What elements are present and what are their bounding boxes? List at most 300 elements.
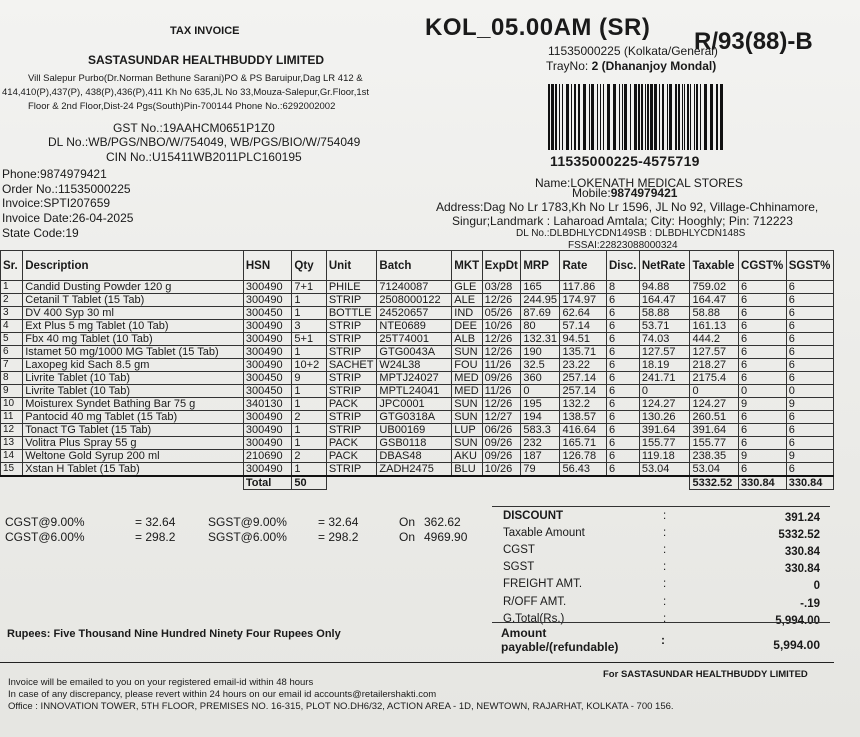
cell-expdt: 03/28 <box>482 281 521 294</box>
cell-description: DV 400 Syp 30 ml <box>23 307 244 320</box>
cell-sr: 11 <box>1 411 23 424</box>
summary-colon: : <box>663 613 667 625</box>
cell-disc: 6 <box>607 320 640 333</box>
cell-netrate: 53.04 <box>639 463 690 477</box>
cell-netrate: 18.19 <box>639 359 690 372</box>
cell-hsn: 300490 <box>243 411 292 424</box>
cell-qty: 1 <box>292 346 326 359</box>
cell-rate: 138.57 <box>560 411 607 424</box>
table-row <box>1 385 834 398</box>
cell-batch: 71240087 <box>377 281 452 294</box>
cell-rate: 257.14 <box>560 372 607 385</box>
cell-qty: 2 <box>292 450 326 463</box>
cell-mrp: 583.3 <box>521 424 560 437</box>
summary-value: 330.84 <box>784 563 820 575</box>
table-row <box>1 411 834 424</box>
cell-description: Moisturex Syndet Bathing Bar 75 g <box>23 398 244 411</box>
col-sr-header: Sr. <box>1 251 23 281</box>
cell-taxable: 2175.4 <box>690 372 739 385</box>
cell-cgst: 6 <box>739 281 787 294</box>
cell-hsn: 300490 <box>243 320 292 333</box>
summary-mid-rule <box>492 622 830 623</box>
cell-mkt: AKU <box>452 450 482 463</box>
cell-qty: 9 <box>292 372 326 385</box>
cell-cgst: 6 <box>739 463 787 477</box>
cell-sr: 15 <box>1 463 23 477</box>
tax-sgst-rate: SGST@9.00% <box>208 515 287 529</box>
cell-qty: 1 <box>292 463 326 477</box>
cell-sgst: 6 <box>786 424 833 437</box>
cell-disc: 6 <box>607 437 640 450</box>
cell-netrate: 58.88 <box>639 307 690 320</box>
col-unit-header: Unit <box>326 251 377 281</box>
cell-taxable: 155.77 <box>690 437 739 450</box>
company-address-line-3: Floor & 2nd Floor,Dist-24 Pgs(South)Pin-700144 Phone No.:6292002002 <box>28 101 336 112</box>
summary-colon: : <box>663 544 667 556</box>
cell-hsn: 340130 <box>243 398 292 411</box>
order-reference: 11535000225 (Kolkata/General) <box>548 44 718 58</box>
table-row <box>1 333 834 346</box>
table-header-row <box>1 251 834 281</box>
cell-sgst: 6 <box>786 333 833 346</box>
table-row <box>1 307 834 320</box>
cell-taxable: 164.47 <box>690 294 739 307</box>
col-mrp-header: MRP <box>521 251 560 281</box>
table-row <box>1 359 834 372</box>
customer-dl-number: DL No.:DLBDHLYCDN149SB : DLBDHLYCDN148S <box>516 228 746 239</box>
cell-mrp: 0 <box>521 385 560 398</box>
cell-sgst: 6 <box>786 294 833 307</box>
cell-sgst: 9 <box>786 450 833 463</box>
cell-expdt: 09/26 <box>482 372 521 385</box>
cell-netrate: 53.71 <box>639 320 690 333</box>
cell-sr: 7 <box>1 359 23 372</box>
cell-sr: 3 <box>1 307 23 320</box>
summary-colon: : <box>663 561 667 573</box>
cell-mkt: IND <box>452 307 482 320</box>
cell-qty: 1 <box>292 307 326 320</box>
cell-hsn: 300490 <box>243 294 292 307</box>
barcode-bar <box>591 84 594 150</box>
cell-unit: STRIP <box>326 333 377 346</box>
cell-batch: 25T74001 <box>377 333 452 346</box>
summary-label: FREIGHT AMT. <box>503 578 583 590</box>
cell-disc: 6 <box>607 372 640 385</box>
barcode-bar <box>700 84 701 150</box>
cell-sgst: 0 <box>786 385 833 398</box>
footer-rule <box>0 662 834 663</box>
cell-description: Tonact TG Tablet (15 Tab) <box>23 424 244 437</box>
cell-netrate: 241.71 <box>639 372 690 385</box>
total-spacer <box>607 476 640 490</box>
cell-mkt: SUN <box>452 346 482 359</box>
col-expdt-header: ExpDt <box>482 251 521 281</box>
cell-qty: 7+1 <box>292 281 326 294</box>
cell-taxable: 0 <box>690 385 739 398</box>
col-taxable-header: Taxable <box>690 251 739 281</box>
cell-description: Weltone Gold Syrup 200 ml <box>23 450 244 463</box>
total-spacer <box>1 476 23 490</box>
cell-rate: 132.2 <box>560 398 607 411</box>
barcode-bar <box>613 84 616 150</box>
cell-cgst: 6 <box>739 346 787 359</box>
cell-unit: STRIP <box>326 385 377 398</box>
cell-qty: 1 <box>292 385 326 398</box>
cell-sr: 6 <box>1 346 23 359</box>
total-taxable: 5332.52 <box>690 476 739 490</box>
barcode-bar <box>548 84 550 150</box>
summary-value: 5,994.00 <box>775 615 820 627</box>
barcode-bar <box>622 84 623 150</box>
cell-sr: 4 <box>1 320 23 333</box>
route-code: R/93(88)-B <box>694 28 813 55</box>
cell-expdt: 06/26 <box>482 424 521 437</box>
invoice-number: Invoice:SPTI207659 <box>2 196 111 210</box>
cell-unit: STRIP <box>326 424 377 437</box>
barcode-bar <box>710 84 713 150</box>
barcode-bar <box>654 84 657 150</box>
doc-title: TAX INVOICE <box>170 25 240 37</box>
barcode-bar <box>597 84 599 150</box>
cell-hsn: 300450 <box>243 307 292 320</box>
cell-batch: DBAS48 <box>377 450 452 463</box>
barcode-bar <box>607 84 610 150</box>
cell-sgst: 6 <box>786 346 833 359</box>
col-qty-header: Qty <box>292 251 326 281</box>
cell-description: Ext Plus 5 mg Tablet (10 Tab) <box>23 320 244 333</box>
footer-discrepancy-note: In case of any discrepancy, please revert within 24 hours on our email id accounts@retailershakti.com <box>8 689 437 700</box>
cell-mrp: 165 <box>521 281 560 294</box>
summary-label: CGST <box>503 544 535 556</box>
cell-disc: 6 <box>607 424 640 437</box>
col-hsn-header: HSN <box>243 251 292 281</box>
cell-description: Istamet 50 mg/1000 MG Tablet (15 Tab) <box>23 346 244 359</box>
table-row <box>1 450 834 463</box>
cell-unit: STRIP <box>326 294 377 307</box>
summary-colon: : <box>663 510 667 522</box>
tax-sgst-rate: SGST@6.00% <box>208 530 287 544</box>
cell-sgst: 6 <box>786 307 833 320</box>
tax-base-amount: 362.62 <box>424 515 461 529</box>
cell-netrate: 119.18 <box>639 450 690 463</box>
cell-expdt: 09/26 <box>482 450 521 463</box>
cell-mrp: 80 <box>521 320 560 333</box>
barcode-bar <box>659 84 660 150</box>
customer-address-line-1: Address:Dag No Lr 1783,Kh No Lr 1596, JL No 92, Village-Chhinamore, <box>436 200 819 214</box>
cell-batch: ZADH2475 <box>377 463 452 477</box>
barcode-bar <box>684 84 685 150</box>
tax-on-label: On <box>399 515 416 529</box>
cell-disc: 6 <box>607 333 640 346</box>
summary-label: SGST <box>503 561 535 573</box>
cell-description: Pantocid 40 mg Tablet (15 Tab) <box>23 411 244 424</box>
amount-payable-label-2: payable/(refundable) <box>501 640 619 654</box>
customer-mobile <box>572 186 677 200</box>
cell-rate: 174.97 <box>560 294 607 307</box>
cell-batch: GSB0118 <box>377 437 452 450</box>
barcode-bar <box>624 84 627 150</box>
cell-netrate: 124.27 <box>639 398 690 411</box>
cell-disc: 6 <box>607 450 640 463</box>
tax-sgst-amount: = 298.2 <box>318 530 359 544</box>
total-spacer <box>452 476 482 490</box>
summary-top-rule <box>492 506 830 507</box>
cell-mkt: SUN <box>452 398 482 411</box>
cell-taxable: 260.51 <box>690 411 739 424</box>
cell-hsn: 300450 <box>243 385 292 398</box>
barcode-bar <box>551 84 554 150</box>
cell-cgst: 6 <box>739 333 787 346</box>
cell-sgst: 6 <box>786 320 833 333</box>
cell-mrp: 187 <box>521 450 560 463</box>
cell-cgst: 6 <box>739 359 787 372</box>
mobile-number: 9874979421 <box>610 186 678 200</box>
barcode-bar <box>574 84 576 150</box>
barcode-bar <box>662 84 664 150</box>
customer-name: Name:LOKENATH MEDICAL STORES <box>535 176 743 190</box>
company-address-line-2: 414,410(P),437(P), 438(P),436(P),411 Kh No 635,JL No 33,Mouza-Salepur,Gr.Floor,1st <box>2 87 370 98</box>
cell-mrp: 87.69 <box>521 307 560 320</box>
cell-taxable: 161.13 <box>690 320 739 333</box>
barcode-bar <box>675 84 677 150</box>
cell-expdt: 10/26 <box>482 463 521 477</box>
col-mkt-header: MKT <box>452 251 482 281</box>
barcode-bar <box>638 84 640 150</box>
cell-rate: 56.43 <box>560 463 607 477</box>
cell-mkt: DEE <box>452 320 482 333</box>
cell-disc: 6 <box>607 463 640 477</box>
cell-taxable: 53.04 <box>690 463 739 477</box>
cell-unit: PHILE <box>326 281 377 294</box>
cell-mkt: ALE <box>452 294 482 307</box>
cell-qty: 2 <box>292 411 326 424</box>
cell-mkt: MED <box>452 385 482 398</box>
table-row <box>1 372 834 385</box>
company-address-line-1: Vill Salepur Purbo(Dr.Norman Bethune Sarani)PO & PS Baruipur,Dag LR 412 & <box>28 73 363 84</box>
amount-payable-colon: : <box>661 633 665 647</box>
cell-rate: 416.64 <box>560 424 607 437</box>
cell-unit: PACK <box>326 437 377 450</box>
cell-sr: 8 <box>1 372 23 385</box>
amount-payable-label-1: Amount <box>501 626 547 640</box>
total-spacer <box>560 476 607 490</box>
cell-batch: GTG0043A <box>377 346 452 359</box>
cell-netrate: 0 <box>639 385 690 398</box>
barcode-bar <box>687 84 689 150</box>
table-row <box>1 294 834 307</box>
cell-mkt: GLE <box>452 281 482 294</box>
cell-qty: 1 <box>292 437 326 450</box>
cell-netrate: 74.03 <box>639 333 690 346</box>
cell-qty: 5+1 <box>292 333 326 346</box>
tax-cgst-amount: = 298.2 <box>135 530 176 544</box>
cell-cgst: 6 <box>739 372 787 385</box>
cell-cgst: 6 <box>739 320 787 333</box>
barcode-bar <box>667 84 668 150</box>
items-table <box>0 250 834 490</box>
col-disc-header: Disc. <box>607 251 640 281</box>
cell-batch: JPC0001 <box>377 398 452 411</box>
cell-netrate: 164.47 <box>639 294 690 307</box>
cell-unit: STRIP <box>326 372 377 385</box>
cell-batch: MPTJ24027 <box>377 372 452 385</box>
cell-mrp: 195 <box>521 398 560 411</box>
barcode-bar <box>696 84 698 150</box>
total-spacer <box>326 476 377 490</box>
cell-hsn: 300490 <box>243 463 292 477</box>
cell-batch: UB00169 <box>377 424 452 437</box>
cell-sgst: 6 <box>786 411 833 424</box>
cell-mkt: MED <box>452 372 482 385</box>
cell-expdt: 12/26 <box>482 333 521 346</box>
summary-label: R/OFF AMT. <box>503 596 567 608</box>
cell-hsn: 300490 <box>243 281 292 294</box>
cell-expdt: 12/26 <box>482 398 521 411</box>
cell-rate: 126.78 <box>560 450 607 463</box>
cell-cgst: 6 <box>739 437 787 450</box>
cell-sr: 9 <box>1 385 23 398</box>
cell-taxable: 127.57 <box>690 346 739 359</box>
cell-sgst: 9 <box>786 398 833 411</box>
total-cgst: 330.84 <box>739 476 787 490</box>
cell-disc: 6 <box>607 411 640 424</box>
barcode-bar <box>566 84 569 150</box>
table-row <box>1 281 834 294</box>
cell-netrate: 130.26 <box>639 411 690 424</box>
cell-disc: 6 <box>607 398 640 411</box>
delivery-slot: KOL_05.00AM (SR) <box>425 14 651 41</box>
cell-expdt: 12/26 <box>482 294 521 307</box>
cell-unit: STRIP <box>326 346 377 359</box>
barcode-bar <box>690 84 692 150</box>
cell-mrp: 244.95 <box>521 294 560 307</box>
cell-mrp: 190 <box>521 346 560 359</box>
table-row <box>1 320 834 333</box>
cell-cgst: 6 <box>739 294 787 307</box>
cell-sr: 14 <box>1 450 23 463</box>
cell-qty: 1 <box>292 424 326 437</box>
barcode-bar <box>562 84 563 150</box>
col-description-header: Description <box>23 251 244 281</box>
cell-unit: PACK <box>326 450 377 463</box>
barcode-bar <box>619 84 620 150</box>
amount-payable-value: 5,994.00 <box>773 638 820 652</box>
cell-unit: STRIP <box>326 411 377 424</box>
cell-cgst: 6 <box>739 424 787 437</box>
summary-colon: : <box>663 578 667 590</box>
cell-expdt: 12/26 <box>482 346 521 359</box>
cell-disc: 6 <box>607 346 640 359</box>
order-number: Order No.:11535000225 <box>2 182 131 196</box>
cell-disc: 6 <box>607 294 640 307</box>
cell-qty: 10+2 <box>292 359 326 372</box>
cell-netrate: 127.57 <box>639 346 690 359</box>
barcode-bar <box>720 84 723 150</box>
barcode-bar <box>630 84 631 150</box>
cell-rate: 135.71 <box>560 346 607 359</box>
total-row <box>1 476 834 490</box>
total-qty: 50 <box>292 476 326 490</box>
summary-value: 330.84 <box>784 546 820 558</box>
total-label: Total <box>243 476 292 490</box>
summary-value: 391.24 <box>784 512 820 524</box>
cell-mrp: 132.31 <box>521 333 560 346</box>
cell-hsn: 300490 <box>243 437 292 450</box>
cell-mrp: 32.5 <box>521 359 560 372</box>
tax-cgst-rate: CGST@9.00% <box>5 515 85 529</box>
cell-expdt: 11/26 <box>482 359 521 372</box>
cell-taxable: 218.27 <box>690 359 739 372</box>
cell-batch: MPTL24041 <box>377 385 452 398</box>
table-row <box>1 346 834 359</box>
state-code: State Code:19 <box>2 226 79 240</box>
cell-description: Livrite Tablet (10 Tab) <box>23 385 244 398</box>
barcode-bar <box>669 84 672 150</box>
cell-cgst: 6 <box>739 307 787 320</box>
cell-description: Livrite Tablet (10 Tab) <box>23 372 244 385</box>
barcode-bar <box>650 84 653 150</box>
cell-netrate: 94.88 <box>639 281 690 294</box>
table-row <box>1 463 834 477</box>
cell-mkt: SUN <box>452 437 482 450</box>
cell-sr: 13 <box>1 437 23 450</box>
summary-label: DISCOUNT <box>503 510 564 522</box>
cell-taxable: 759.02 <box>690 281 739 294</box>
footer-email-note: Invoice will be emailed to you on your registered email-id within 48 hours <box>8 677 314 688</box>
cell-rate: 165.71 <box>560 437 607 450</box>
tax-cgst-rate: CGST@6.00% <box>5 530 85 544</box>
barcode-bar <box>589 84 590 150</box>
col-cgst-header: CGST% <box>739 251 787 281</box>
cell-taxable: 58.88 <box>690 307 739 320</box>
cell-taxable: 391.64 <box>690 424 739 437</box>
amount-in-words: Rupees: Five Thousand Nine Hundred Ninety Four Rupees Only <box>7 628 341 640</box>
table-row <box>1 437 834 450</box>
cell-batch: W24L38 <box>377 359 452 372</box>
cell-mkt: ALB <box>452 333 482 346</box>
cell-disc: 8 <box>607 281 640 294</box>
cell-hsn: 210690 <box>243 450 292 463</box>
fssai-number: FSSAI:22823088000324 <box>568 240 678 251</box>
cell-mrp: 79 <box>521 463 560 477</box>
cell-rate: 23.22 <box>560 359 607 372</box>
cell-expdt: 09/26 <box>482 437 521 450</box>
cell-sgst: 6 <box>786 281 833 294</box>
total-spacer <box>377 476 452 490</box>
cell-disc: 6 <box>607 307 640 320</box>
cell-qty: 1 <box>292 294 326 307</box>
cell-rate: 62.64 <box>560 307 607 320</box>
summary-value: -.19 <box>800 598 820 610</box>
barcode-bar <box>555 84 557 150</box>
cell-mkt: FOU <box>452 359 482 372</box>
cell-description: Fbx 40 mg Tablet (10 Tab) <box>23 333 244 346</box>
cell-cgst: 6 <box>739 411 787 424</box>
tax-base-amount: 4969.90 <box>424 530 468 544</box>
tray-number: 2 (Dhananjoy Mondal) <box>591 59 717 73</box>
table-row <box>1 398 834 411</box>
table-row <box>1 424 834 437</box>
barcode-bar <box>634 84 637 150</box>
col-netrate-header: NetRate <box>639 251 690 281</box>
cell-batch: GTG0318A <box>377 411 452 424</box>
total-spacer <box>639 476 690 490</box>
cell-description: Cetanil T Tablet (15 Tab) <box>23 294 244 307</box>
cell-mkt: SUN <box>452 411 482 424</box>
cell-unit: PACK <box>326 398 377 411</box>
cell-batch: 24520657 <box>377 307 452 320</box>
cell-mkt: LUP <box>452 424 482 437</box>
